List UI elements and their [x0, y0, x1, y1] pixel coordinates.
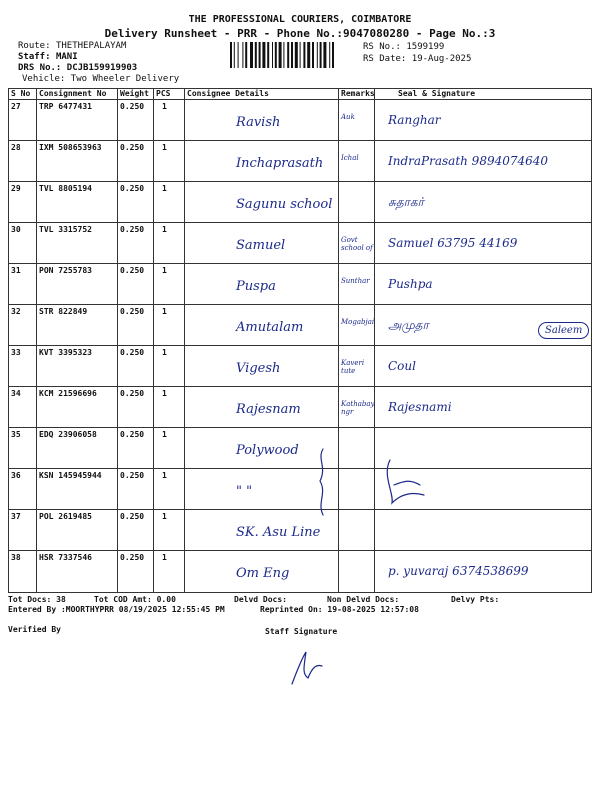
row-sno: 37 — [11, 512, 21, 521]
row-consignment-no: HSR 7337546 — [39, 553, 92, 562]
row-consignee: Sagunu school — [236, 197, 333, 212]
row-pcs: 1 — [162, 512, 167, 521]
company-title: THE PROFESSIONAL COURIERS, COIMBATORE — [188, 14, 412, 25]
row-consignment-no: EDQ 23906058 — [39, 430, 97, 439]
barcode-bar — [303, 42, 305, 68]
side-note: Saleem — [538, 322, 589, 339]
row-remarks: Kaveri tute — [341, 359, 365, 375]
row-sno: 33 — [11, 348, 21, 357]
col-header-sno: S No — [11, 89, 31, 98]
row-weight: 0.250 — [120, 553, 145, 562]
row-divider — [8, 345, 592, 346]
verified-by: Verified By — [8, 625, 61, 634]
staff-line — [18, 52, 78, 62]
row-remarks: Mogabjai — [341, 318, 375, 326]
row-pcs: 1 — [162, 143, 167, 152]
drs-value: DCJB159919903 — [66, 63, 138, 73]
barcode-bar — [242, 42, 243, 68]
row-consignment-no: KVT 3395323 — [39, 348, 92, 357]
row-consignment-no: PON 7255783 — [39, 266, 92, 275]
row-divider — [8, 181, 592, 182]
row-pcs: 1 — [162, 225, 167, 234]
barcode-bar — [283, 42, 284, 68]
reprinted-on: Reprinted On: 19-08-2025 12:57:08 — [260, 605, 419, 614]
row-sno: 29 — [11, 184, 21, 193]
row-sno: 38 — [11, 553, 21, 562]
row-pcs: 1 — [162, 430, 167, 439]
tot-cod: Tot COD Amt: 0.00 — [94, 595, 176, 604]
row-signature: சுதாகர் — [388, 195, 424, 209]
row-weight: 0.250 — [120, 184, 145, 193]
delvy-pts: Delvy Pts: — [451, 595, 500, 604]
barcode-bar — [323, 42, 326, 68]
row-consignee: Samuel — [236, 238, 286, 253]
row-consignee: Vigesh — [236, 361, 281, 376]
drs-label: DRS No.: — [18, 63, 62, 73]
barcode-bar — [320, 42, 322, 68]
barcode-bar — [312, 42, 314, 68]
row-consignment-no: KCM 21596696 — [39, 389, 97, 398]
non-delvd-docs: Non Delvd Docs: — [327, 595, 400, 604]
vehicle-value: Two Wheeler Delivery — [70, 74, 180, 84]
barcode-bar — [245, 42, 247, 68]
row-divider — [8, 427, 592, 428]
row-consignee: Rajesnam — [236, 402, 301, 417]
row-signature: Coul — [388, 359, 416, 373]
row-pcs: 1 — [162, 348, 167, 357]
row-signature: Samuel 63795 44169 — [388, 236, 518, 250]
rs-no-label: RS No.: — [363, 42, 401, 52]
row-sno: 34 — [11, 389, 21, 398]
col-header-remarks: Remarks — [341, 89, 375, 98]
tot-docs: Tot Docs: 38 — [8, 595, 66, 604]
row-divider — [8, 222, 592, 223]
barcode-bar — [259, 42, 261, 68]
barcode-bar — [300, 42, 301, 68]
row-consignee: Amutalam — [236, 320, 304, 335]
row-consignee: Om Eng — [236, 566, 290, 581]
staff-signature-scribble — [288, 648, 328, 688]
row-weight: 0.250 — [120, 348, 145, 357]
barcode-bar — [272, 42, 273, 68]
row-weight: 0.250 — [120, 389, 145, 398]
row-remarks: Ichal — [341, 154, 359, 162]
barcode-bar — [230, 42, 232, 68]
row-signature: அமுதா — [388, 318, 429, 332]
row-remarks: Kathabay ngr — [341, 400, 375, 416]
row-divider — [8, 550, 592, 551]
row-remarks: Sunthar — [341, 277, 370, 285]
rs-date-label: RS Date: — [363, 54, 407, 64]
row-divider — [8, 140, 592, 141]
col-header-consignment: Consignment No — [39, 89, 107, 98]
route-line — [18, 41, 126, 51]
barcode-bar — [287, 42, 289, 68]
row-weight: 0.250 — [120, 266, 145, 275]
col-header-signature: Seal & Signature — [398, 89, 476, 98]
route-label: Route: — [18, 41, 51, 51]
staff-signature-label: Staff Signature — [265, 627, 338, 636]
row-consignee: Ravish — [236, 115, 281, 130]
row-sno: 36 — [11, 471, 21, 480]
brace-mark — [315, 447, 331, 517]
barcode-bar — [262, 42, 265, 68]
row-pcs: 1 — [162, 102, 167, 111]
barcode-bar — [234, 42, 235, 68]
row-signature: Ranghar — [388, 113, 441, 127]
row-divider — [8, 509, 592, 510]
barcode-bar — [307, 42, 310, 68]
row-remarks: Auk — [341, 113, 355, 121]
row-pcs: 1 — [162, 307, 167, 316]
rs-no-value: 1599199 — [406, 42, 445, 52]
barcode-bar — [291, 42, 293, 68]
barcode-bar — [332, 42, 334, 68]
row-consignment-no: STR 822849 — [39, 307, 88, 316]
row-divider — [8, 468, 592, 469]
vehicle-line — [22, 74, 179, 84]
row-pcs: 1 — [162, 389, 167, 398]
staff-label: Staff: — [18, 52, 51, 62]
row-consignment-no: TVL 3315752 — [39, 225, 92, 234]
row-sno: 27 — [11, 102, 21, 111]
row-weight: 0.250 — [120, 102, 145, 111]
row-sno: 32 — [11, 307, 21, 316]
row-consignment-no: POL 2619485 — [39, 512, 92, 521]
barcode — [230, 42, 354, 68]
row-divider — [8, 386, 592, 387]
rs-date-line — [363, 54, 471, 64]
col-header-consignee: Consignee Details — [187, 89, 269, 98]
row-signature: IndraPrasath 9894074640 — [388, 154, 549, 168]
staff-value: MANI — [55, 52, 78, 62]
row-weight: 0.250 — [120, 430, 145, 439]
row-divider — [8, 304, 592, 305]
row-consignee: Polywood — [236, 443, 299, 458]
rs-no-line — [363, 42, 444, 52]
rs-date-value: 19-Aug-2025 — [411, 54, 472, 64]
row-weight: 0.250 — [120, 143, 145, 152]
delvd-docs: Delvd Docs: — [234, 595, 287, 604]
row-sno: 31 — [11, 266, 21, 275]
entered-by: Entered By :MOORTHYPRR 08/19/2025 12:55:45 PM — [8, 605, 225, 614]
row-pcs: 1 — [162, 553, 167, 562]
runsheet-subtitle: Delivery Runsheet - PRR - Phone No.:9047080280 - Page No.:3 — [104, 27, 496, 40]
row-pcs: 1 — [162, 266, 167, 275]
row-consignee: Inchaprasath — [236, 156, 324, 171]
col-header-pcs: PCS — [156, 89, 171, 98]
route-value: THETHEPALAYAM — [55, 41, 127, 51]
row-consignment-no: KSN 145945944 — [39, 471, 102, 480]
barcode-bar — [295, 42, 298, 68]
row-weight: 0.250 — [120, 225, 145, 234]
row-sno: 35 — [11, 430, 21, 439]
signature-scribble-36 — [380, 455, 440, 515]
row-consignee: Puspa — [236, 279, 276, 294]
barcode-bar — [317, 42, 318, 68]
barcode-bar — [255, 42, 257, 68]
row-weight: 0.250 — [120, 307, 145, 316]
runsheet-table — [8, 88, 592, 592]
row-signature: Pushpa — [388, 277, 433, 291]
row-consignment-no: IXM 508653963 — [39, 143, 102, 152]
row-consignee: " " — [236, 484, 253, 499]
row-consignment-no: TRP 6477431 — [39, 102, 92, 111]
barcode-bar — [275, 42, 277, 68]
row-sno: 30 — [11, 225, 21, 234]
row-consignee: SK. Asu Line — [236, 525, 321, 540]
row-sno: 28 — [11, 143, 21, 152]
row-signature: p. yuvaraj 6374538699 — [388, 564, 529, 578]
barcode-bar — [238, 42, 239, 68]
col-header-weight: Weight — [120, 89, 149, 98]
row-pcs: 1 — [162, 471, 167, 480]
row-consignment-no: TVL 8805194 — [39, 184, 92, 193]
row-weight: 0.250 — [120, 512, 145, 521]
row-pcs: 1 — [162, 184, 167, 193]
vehicle-label: Vehicle: — [22, 74, 66, 84]
row-signature: Rajesnami — [388, 400, 452, 414]
row-weight: 0.250 — [120, 471, 145, 480]
barcode-bar — [250, 42, 253, 68]
row-remarks: Govt school of — [341, 236, 373, 252]
row-divider — [8, 263, 592, 264]
barcode-bar — [267, 42, 269, 68]
drs-line — [18, 63, 137, 73]
barcode-bar — [329, 42, 330, 68]
barcode-bar — [279, 42, 282, 68]
